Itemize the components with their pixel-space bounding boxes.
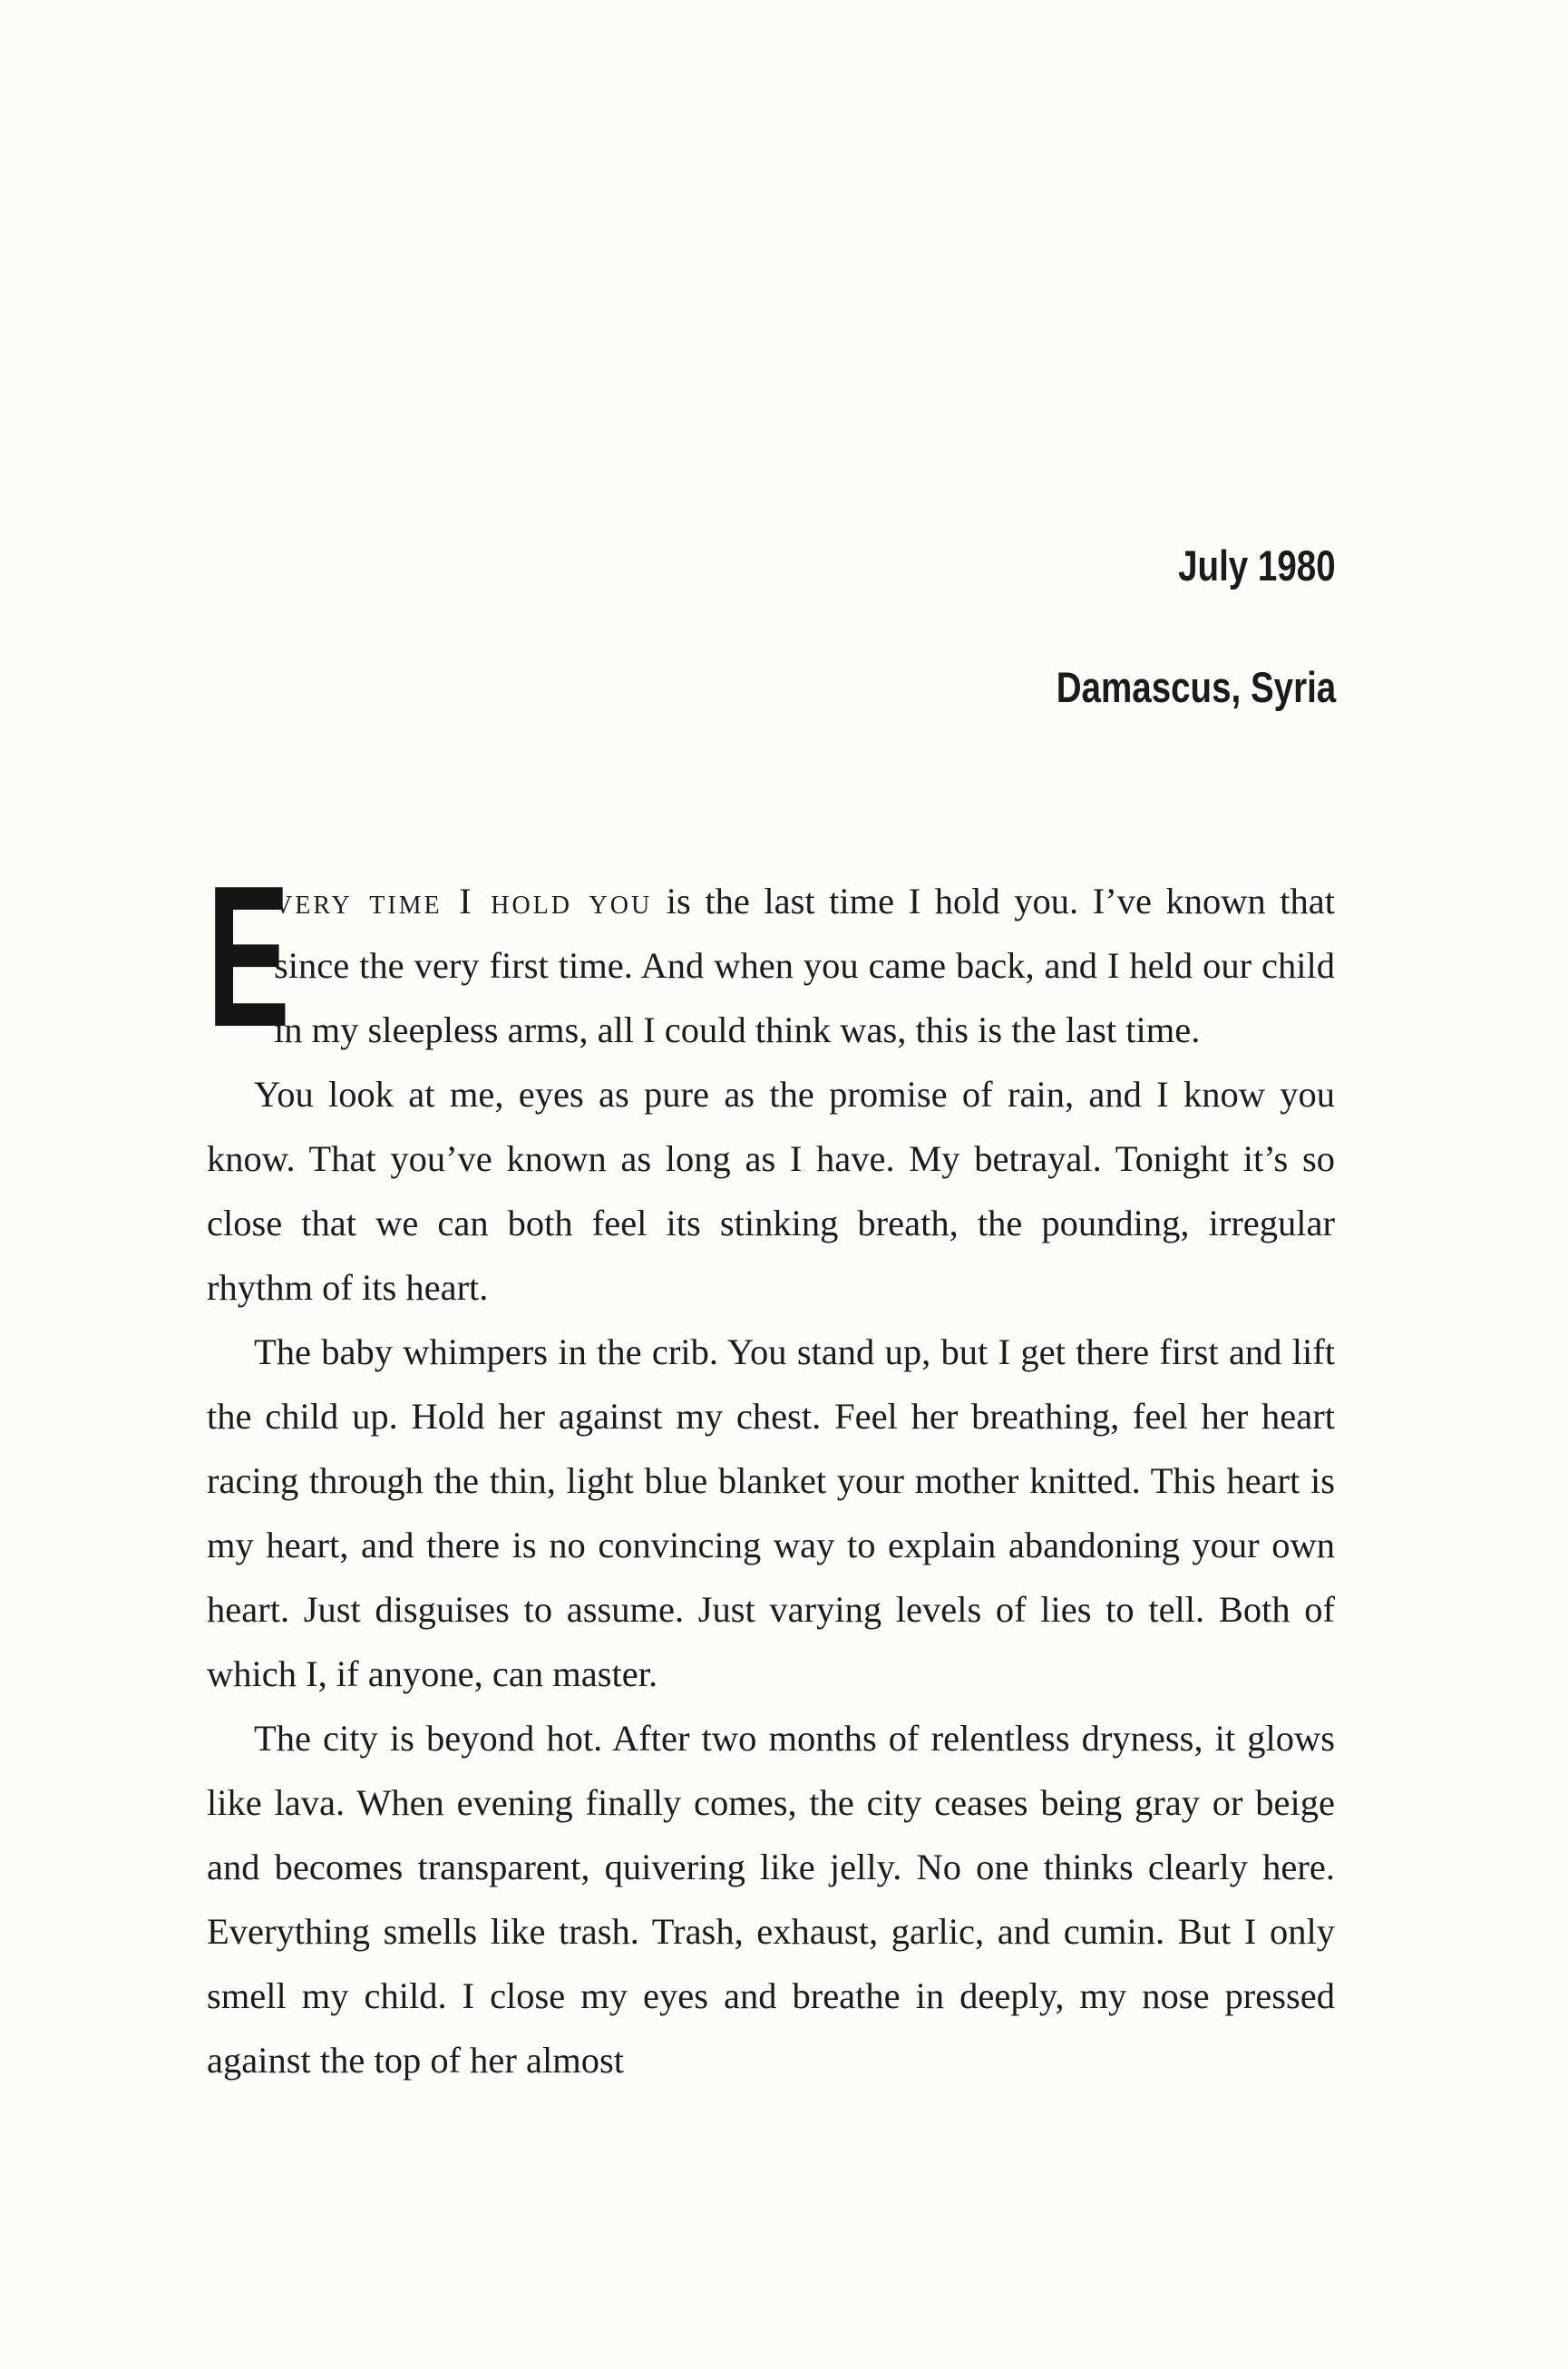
paragraph-1-text: is the last time I hold you. I’ve known that since the very first time. And when you came back, and I held our child in my sleepless arms, all I could think was, this is the last time. (274, 881, 1335, 1050)
drop-cap: E (207, 844, 290, 1069)
paragraph-1 (207, 844, 1335, 1069)
body-text (207, 844, 1335, 2092)
paragraph-2: You look at me, eyes as pure as the promise of rain, and I know you know. That you’ve known as long as I have. My betrayal. Tonight it’s so close that we can both feel its stinking breath, the pounding, irregular rhythm of its heart. (207, 1074, 1335, 1308)
chapter-date: July 1980 (1178, 541, 1336, 590)
paragraph-3: The baby whimpers in the crib. You stand up, but I get there first and lift the child up. Hold her against my chest. Feel her breathing, feel her heart racing through the thin, light blue blanket your mother knitted. This heart is my heart, and there is no convincing way to explain abandoning your own heart. Just disguises to assume. Just varying levels of lies to tell. Both of which I, if anyone, can master. (207, 1331, 1335, 1694)
chapter-location: Damascus, Syria (1056, 663, 1336, 711)
lead-in-small-caps: very time I hold you (274, 881, 653, 921)
paragraph-4: The city is beyond hot. After two months of relentless dryness, it glows like lava. When evening finally comes, the city ceases being gray or beige and becomes transparent, quivering like jelly. No one thinks clearly here. Everything smells like trash. Trash, exhaust, garlic, and cumin. But I only smell my child. I close my eyes and breathe in deeply, my nose pressed against the top of her almost (207, 1718, 1335, 2081)
